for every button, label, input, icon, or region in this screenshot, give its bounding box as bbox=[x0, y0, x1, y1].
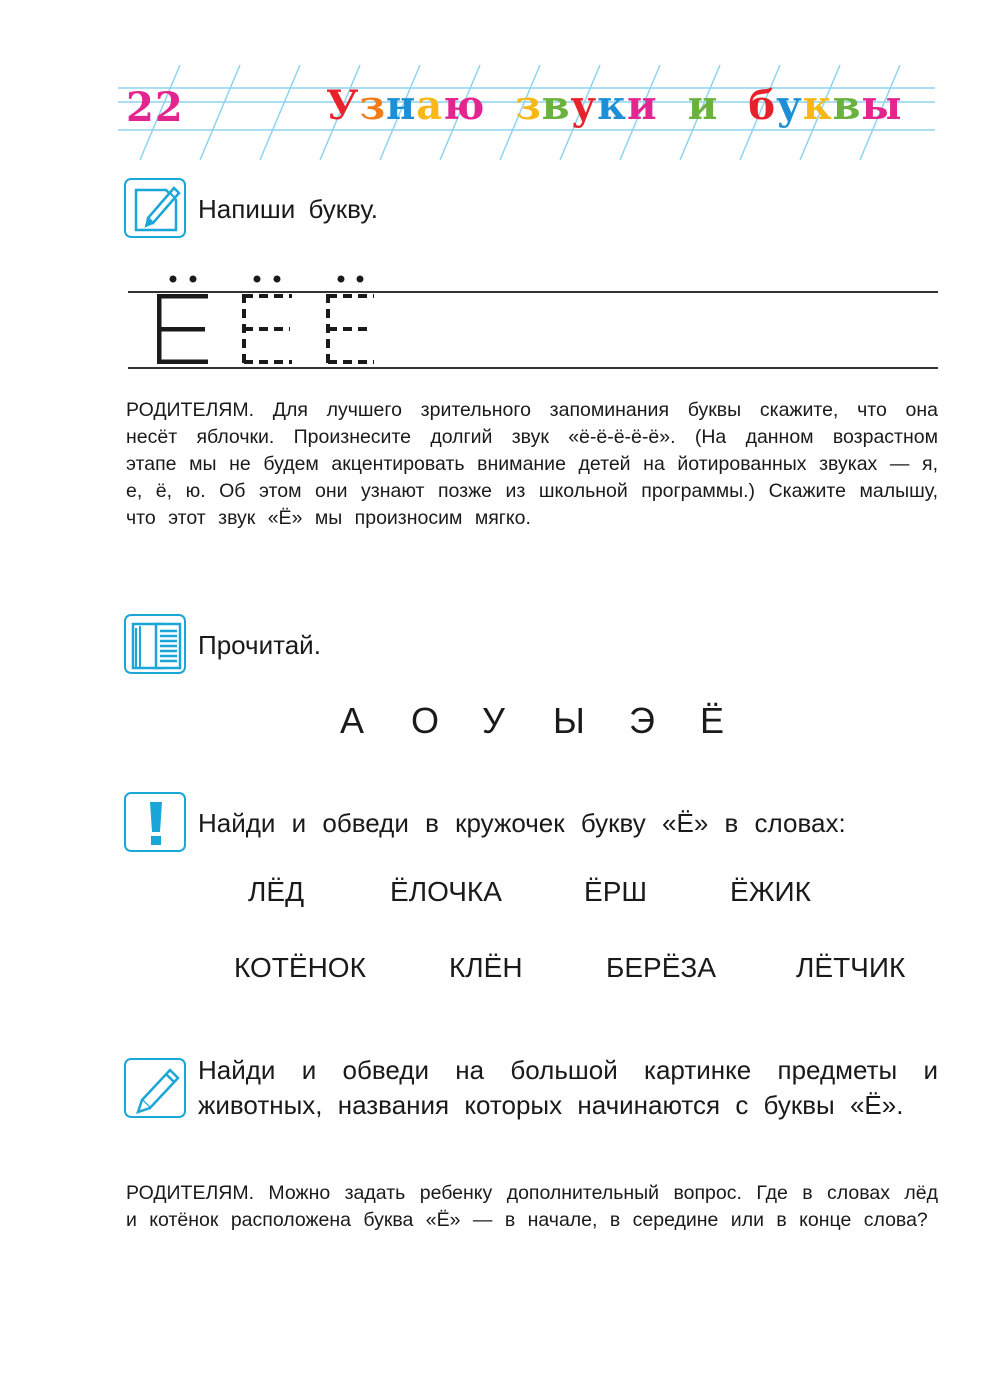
word-item: ЁРШ bbox=[584, 876, 648, 907]
task1-instruction: Напиши букву. bbox=[198, 194, 379, 224]
title-word-4 bbox=[748, 82, 902, 129]
task4-instruction: Найди и обведи на большой картинке предметы и животных, названия которых начинаются с буквы «Ё». bbox=[198, 1055, 938, 1120]
vowel-letter: У bbox=[482, 700, 505, 741]
title-letter: и bbox=[687, 82, 719, 129]
exclamation-icon bbox=[124, 792, 186, 852]
title-letter: б bbox=[748, 82, 777, 129]
title-letter: ю bbox=[443, 82, 486, 129]
word-item: ЛЁТЧИК bbox=[796, 952, 906, 983]
vowel-letter: О bbox=[411, 700, 440, 741]
title-letter: в bbox=[541, 82, 571, 129]
open-book-icon bbox=[124, 614, 186, 674]
vowel-letter: Э bbox=[629, 700, 655, 741]
parents-note-2: РОДИТЕЛЯМ. Можно задать ребенку дополнительный вопрос. Где в словах лёд и котёнок расположена буква «Ё» — в начале, в середине или в конце слова? bbox=[126, 1182, 938, 1231]
letter-trace-1 bbox=[244, 294, 292, 364]
letter-tracing-area bbox=[140, 262, 400, 372]
title-letter: н bbox=[386, 82, 417, 129]
title-word-1 bbox=[326, 82, 485, 129]
title-letter: а bbox=[416, 82, 444, 129]
word-item: КЛЁН bbox=[449, 952, 523, 983]
title-word-2 bbox=[515, 82, 658, 129]
word-item: БЕРЁЗА bbox=[606, 952, 717, 983]
vowel-letter: Ы bbox=[553, 700, 585, 741]
letter-trace-2 bbox=[328, 294, 374, 364]
page-number: 22 bbox=[126, 84, 184, 131]
notebook-pen-icon bbox=[124, 178, 186, 238]
title-letter: у bbox=[570, 82, 598, 129]
title-letter: у bbox=[776, 82, 803, 129]
word-item: ЁЖИК bbox=[730, 876, 811, 907]
title-letter: У bbox=[326, 82, 360, 129]
title-letter: ы bbox=[861, 82, 903, 129]
page-title bbox=[326, 82, 902, 129]
title-word-3 bbox=[688, 82, 719, 129]
title-letter: к bbox=[597, 82, 628, 129]
title-letter: и bbox=[627, 82, 658, 129]
title-letter: з bbox=[515, 82, 542, 129]
title-letter: к bbox=[802, 82, 833, 129]
vowel-letter: А bbox=[340, 700, 365, 741]
letter-sample bbox=[157, 276, 208, 365]
word-item: ЛЁД bbox=[248, 876, 305, 907]
title-letter: в bbox=[832, 82, 862, 129]
word-item: ЁЛОЧКА bbox=[390, 876, 502, 907]
pencil-icon bbox=[124, 1058, 186, 1118]
task2-instruction: Прочитай. bbox=[198, 630, 321, 660]
word-item: КОТЁНОК bbox=[234, 952, 366, 983]
title-letter: з bbox=[359, 82, 386, 129]
vowel-letter: Ё bbox=[700, 700, 725, 741]
task3-instruction: Найди и обведи в кружочек букву «Ё» в словах: bbox=[198, 808, 846, 838]
parents-note-1: РОДИТЕЛЯМ. Для лучшего зрительного запоминания буквы скажите, что она несёт яблочки. Произнесите долгий звук «ё-ё-ё-ё-ё». (На данном возрастном этапе мы не будем акцентировать внимание детей на йотированных звуках — я, е, ё, ю. Об этом они узнают позже из школьной программы.) Скажите малышу, что этот звук «Ё» мы произносим мягко. bbox=[126, 399, 938, 529]
